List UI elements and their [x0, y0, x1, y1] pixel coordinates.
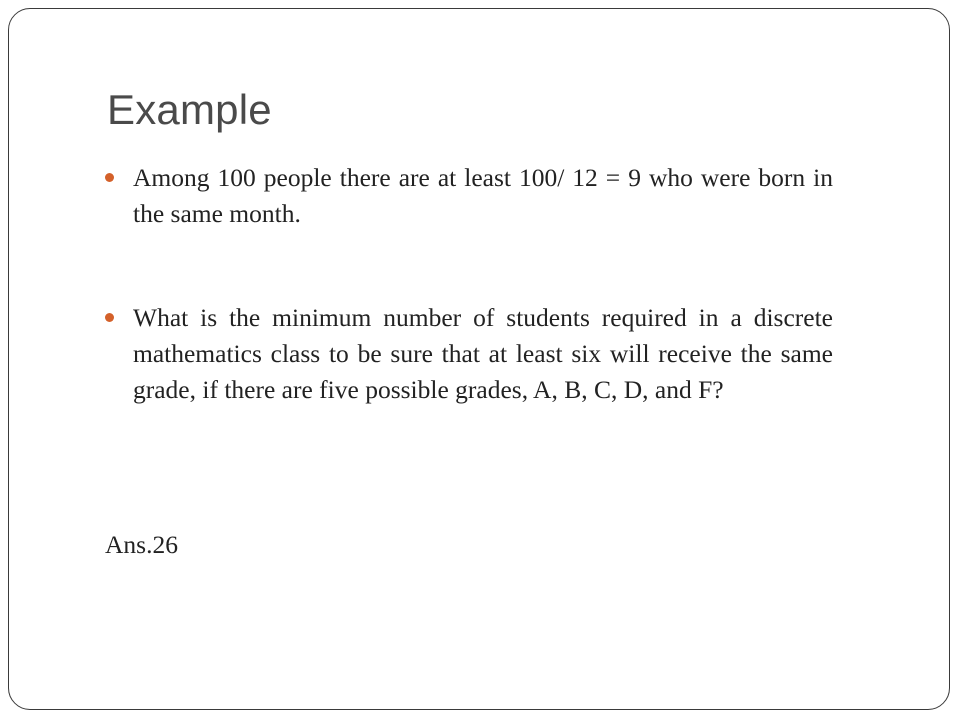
slide-title: Example — [107, 86, 272, 133]
bullet-dot-icon — [105, 313, 114, 322]
bullet-dot-icon — [105, 173, 114, 182]
answer-text: Ans.26 — [105, 530, 178, 559]
bullet-text-1: Among 100 people there are at least 100/ 12 = 9 who were born in the same month. — [133, 163, 833, 228]
bullet-text-2: What is the minimum number of students required in a discrete mathematics class to be sure that at least six will receive the same grade, if there are five possible grades, A, B, C, D, and F? — [133, 303, 833, 404]
